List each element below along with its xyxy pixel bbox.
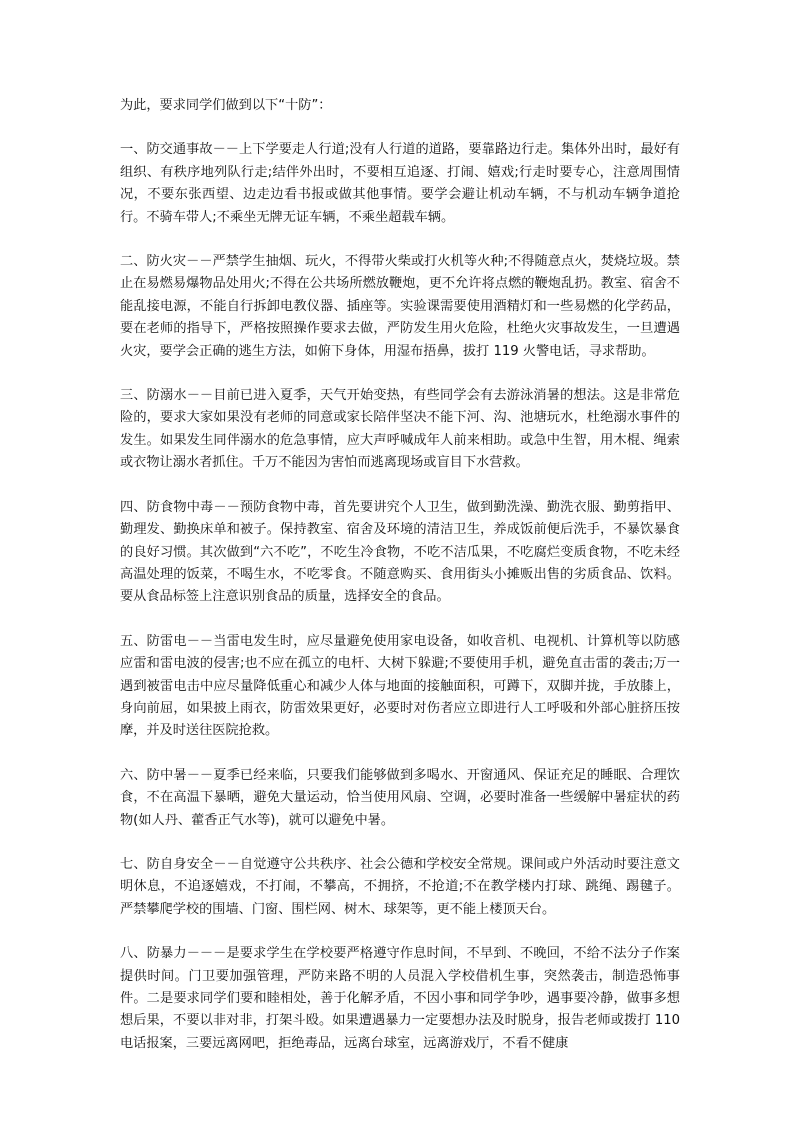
section-drowning-prevention: 三、防溺水－－目前已进入夏季，天气开始变热，有些同学会有去游泳消暑的想法。这是非常危险的，要求大家如果没有老师的同意或家长陪伴坚决不能下河、沟、池塘玩水，杜绝溺水事件的发生。如果发生同伴溺水的危急事情，应大声呼喊成年人前来相助。或急中生智，用木棍、绳索或衣物让溺水者抓住。千万不能因为害怕而逃离现场或盲目下水营救。 [120, 388, 680, 471]
section-lightning-safety: 五、防雷电－－当雷电发生时，应尽量避免使用家电设备，如收音机、电视机、计算机等以防感应雷和雷电波的侵害;也不应在孤立的电杆、大树下躲避;不要使用手机，避免直击雷的袭击;万一遇到被雷电击中应尽量降低重心和减少人体与地面的接触面积，可蹲下，双脚并拢，手放膝上，身向前屈，如果披上雨衣，防雷效果更好，必要时对伤者应立即进行人工呼吸和外部心脏挤压按摩，并及时送往医院抢救。 [120, 633, 680, 739]
section-fire-safety: 二、防火灾－－严禁学生抽烟、玩火，不得带火柴或打火机等火种;不得随意点火，焚烧垃圾。禁止在易燃易爆物品处用火;不得在公共场所燃放鞭炮，更不允许将点燃的鞭炮乱扔。教室、宿舍不能乱接电源，不能自行拆卸电教仪器、插座等。实验课需要使用酒精灯和一些易燃的化学药品，要在老师的指导下，严格按照操作要求去做，严防发生用火危险，杜绝火灾事故发生，一旦遭遇火灾，要学会正确的逃生方法，如俯下身体，用湿布捂鼻，拔打 119 火警电话，寻求帮助。 [120, 254, 680, 359]
section-violence-prevention: 八、防暴力－－－是要求学生在学校要严格遵守作息时间，不早到、不晚回，不给不法分子作案提供时间。门卫要加强管理，严防来路不明的人员混入学校借机生事，突然袭击，制造恐怖事件。二是要求同学们要和睦相处，善于化解矛盾，不因小事和同学争吵，遇事要冷静，做事多想想后果，不要以非对非，打架斗殴。如果遭遇暴力一定要想办法及时脱身，报告老师或拨打 110 电话报案，三要远离网吧，拒绝毒品，远离台球室，远离游戏厅，不看不健康 [120, 946, 680, 1051]
section-personal-safety: 七、防自身安全－－自觉遵守公共秩序、社会公德和学校安全常规。课间或户外活动时要注意文明休息，不追逐嬉戏，不打闹，不攀高，不拥挤，不抢道;不在教学楼内打球、跳绳、踢毽子。 严禁攀爬学校的围墙、门窗、围栏网、树木、球架等，更不能上楼顶天台。 [120, 856, 680, 917]
section-food-poisoning: 四、防食物中毒－－预防食物中毒，首先要讲究个人卫生，做到勤洗澡、勤洗衣服、勤剪指甲、勤理发、勤换床单和被子。保持教室、宿舍及环境的清洁卫生，养成饭前便后洗手，不暴饮暴食的良好习惯。其次做到“六不吃”，不吃生冷食物，不吃不洁瓜果，不吃腐烂变质食物，不吃未经高温处理的饭菜，不喝生水，不吃零食。不随意购买、食用街头小摊贩出售的劣质食品、饮料。要从食品标签上注意识别食品的质量，选择安全的食品。 [120, 499, 680, 605]
section-heatstroke-prevention: 六、防中暑－－夏季已经来临，只要我们能够做到多喝水、开窗通风、保证充足的睡眠、合理饮食，不在高温下暴晒，避免大量运动，恰当使用风扇、空调，必要时准备一些缓解中暑症状的药物(如人丹、藿香正气水等)，就可以避免中暑。 [120, 767, 680, 828]
section-traffic-safety: 一、防交通事故－－上下学要走人行道;没有人行道的道路，要靠路边行走。集体外出时，最好有组织、有秩序地列队行走;结伴外出时，不要相互追逐、打闹、嬉戏;行走时要专心，注意周围情况，不要东张西望、边走边看书报或做其他事情。要学会避让机动车辆，不与机动车辆争道抢行。不骑车带人;不乘坐无牌无证车辆，不乘坐超载车辆。 [120, 142, 680, 225]
intro-paragraph: 为此，要求同学们做到以下“十防”： [120, 98, 332, 113]
document-page [120, 95, 680, 1077]
